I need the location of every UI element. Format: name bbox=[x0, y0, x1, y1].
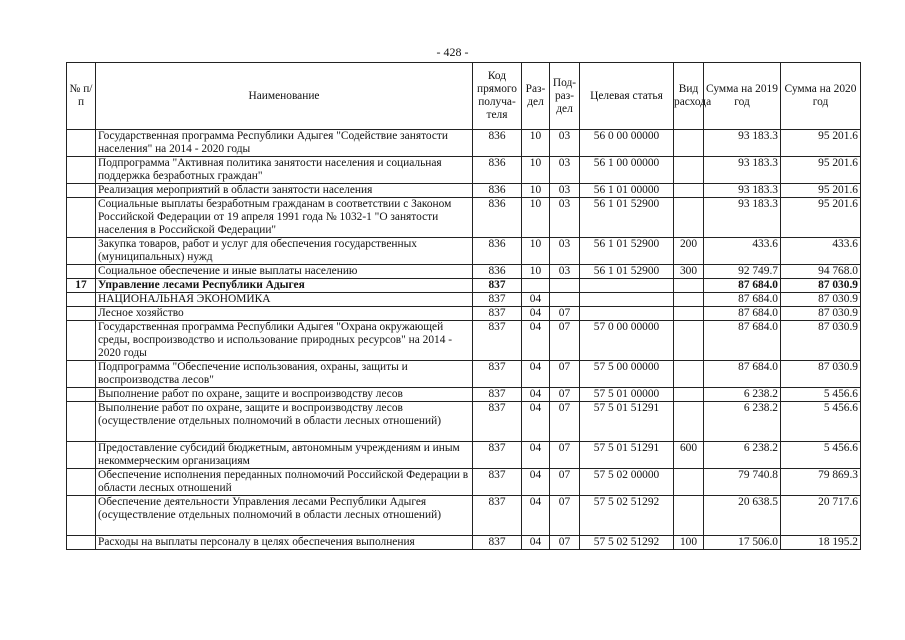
header-expense-type: Вид расхода bbox=[674, 63, 704, 130]
row-name: Лесное хозяйство bbox=[96, 307, 473, 321]
row-expense-type bbox=[674, 293, 704, 307]
row-num bbox=[67, 293, 96, 307]
row-sum-2019: 87 684.0 bbox=[704, 307, 781, 321]
row-sum-2019: 93 183.3 bbox=[704, 130, 781, 157]
page-number: - 428 - bbox=[436, 45, 469, 59]
row-section: 10 bbox=[522, 198, 550, 238]
row-article: 56 1 00 00000 bbox=[580, 157, 674, 184]
row-subsection: 03 bbox=[550, 265, 580, 279]
table-row bbox=[67, 307, 861, 321]
header-sum-2019: Сумма на 2019 год bbox=[704, 63, 781, 130]
row-expense-type: 300 bbox=[674, 265, 704, 279]
table-row bbox=[67, 388, 861, 402]
row-code: 837 bbox=[473, 442, 522, 469]
header-article: Целевая статья bbox=[580, 63, 674, 130]
row-name: Предоставление субсидий бюджетным, автономным учреждениям и иным некоммерческим организациям bbox=[96, 442, 473, 469]
row-subsection bbox=[550, 293, 580, 307]
row-name: Подпрограмма "Обеспечение использования, охраны, защиты и воспроизводства лесов" bbox=[96, 361, 473, 388]
row-name: Управление лесами Республики Адыгея bbox=[96, 279, 473, 293]
row-section: 10 bbox=[522, 130, 550, 157]
row-code: 836 bbox=[473, 184, 522, 198]
row-name: Обеспечение деятельности Управления лесами Республики Адыгея (осуществление отдельных полномочий в области лесных отношений) bbox=[96, 496, 473, 536]
row-name: Закупка товаров, работ и услуг для обеспечения государственных (муниципальных) нужд bbox=[96, 238, 473, 265]
row-code: 837 bbox=[473, 402, 522, 442]
row-code: 837 bbox=[473, 361, 522, 388]
row-article: 57 5 02 00000 bbox=[580, 469, 674, 496]
row-sum-2019: 87 684.0 bbox=[704, 279, 781, 293]
row-expense-type bbox=[674, 469, 704, 496]
table-row bbox=[67, 238, 861, 265]
row-article: 57 5 02 51292 bbox=[580, 536, 674, 550]
row-code: 837 bbox=[473, 307, 522, 321]
row-section: 04 bbox=[522, 496, 550, 536]
row-sum-2019: 17 506.0 bbox=[704, 536, 781, 550]
row-expense-type bbox=[674, 198, 704, 238]
row-article: 57 0 00 00000 bbox=[580, 321, 674, 361]
row-expense-type: 100 bbox=[674, 536, 704, 550]
row-sum-2020: 5 456.6 bbox=[781, 402, 861, 442]
row-section: 10 bbox=[522, 157, 550, 184]
row-num bbox=[67, 402, 96, 442]
table-row bbox=[67, 265, 861, 279]
row-article: 57 5 01 51291 bbox=[580, 402, 674, 442]
row-num bbox=[67, 388, 96, 402]
row-name: Государственная программа Республики Адыгея "Охрана окружающей среды, воспроизводство и использование природных ресурсов" на 2014 - 2020 годы bbox=[96, 321, 473, 361]
row-article bbox=[580, 293, 674, 307]
row-name: НАЦИОНАЛЬНАЯ ЭКОНОМИКА bbox=[96, 293, 473, 307]
row-subsection: 07 bbox=[550, 442, 580, 469]
row-subsection: 03 bbox=[550, 184, 580, 198]
row-subsection: 03 bbox=[550, 157, 580, 184]
table-row bbox=[67, 361, 861, 388]
row-section: 10 bbox=[522, 265, 550, 279]
table-body bbox=[67, 130, 861, 550]
table-row bbox=[67, 130, 861, 157]
row-article: 57 5 01 00000 bbox=[580, 388, 674, 402]
row-section: 04 bbox=[522, 536, 550, 550]
row-section: 04 bbox=[522, 321, 550, 361]
row-section: 04 bbox=[522, 402, 550, 442]
row-sum-2019: 79 740.8 bbox=[704, 469, 781, 496]
row-article: 56 1 01 52900 bbox=[580, 198, 674, 238]
row-sum-2019: 87 684.0 bbox=[704, 361, 781, 388]
row-name: Подпрограмма "Активная политика занятости населения и социальная поддержка безработных граждан" bbox=[96, 157, 473, 184]
row-code: 836 bbox=[473, 130, 522, 157]
row-subsection: 07 bbox=[550, 469, 580, 496]
row-expense-type bbox=[674, 307, 704, 321]
row-expense-type: 600 bbox=[674, 442, 704, 469]
header-num: № п/п bbox=[67, 63, 96, 130]
row-sum-2020: 18 195.2 bbox=[781, 536, 861, 550]
row-sum-2020: 87 030.9 bbox=[781, 293, 861, 307]
row-sum-2020: 95 201.6 bbox=[781, 130, 861, 157]
row-subsection: 07 bbox=[550, 496, 580, 536]
row-expense-type bbox=[674, 157, 704, 184]
row-section: 04 bbox=[522, 361, 550, 388]
row-section: 04 bbox=[522, 307, 550, 321]
row-sum-2019: 20 638.5 bbox=[704, 496, 781, 536]
row-code: 837 bbox=[473, 279, 522, 293]
row-expense-type bbox=[674, 184, 704, 198]
table-row bbox=[67, 442, 861, 469]
row-code: 837 bbox=[473, 536, 522, 550]
row-article bbox=[580, 279, 674, 293]
table-row bbox=[67, 198, 861, 238]
row-code: 836 bbox=[473, 238, 522, 265]
row-sum-2019: 6 238.2 bbox=[704, 388, 781, 402]
row-name: Государственная программа Республики Адыгея "Содействие занятости населения" на 2014 - 2020 годы bbox=[96, 130, 473, 157]
row-code: 837 bbox=[473, 388, 522, 402]
row-section: 04 bbox=[522, 442, 550, 469]
row-section: 04 bbox=[522, 469, 550, 496]
table-row bbox=[67, 279, 861, 293]
row-sum-2019: 93 183.3 bbox=[704, 157, 781, 184]
row-expense-type bbox=[674, 361, 704, 388]
row-sum-2019: 92 749.7 bbox=[704, 265, 781, 279]
row-sum-2020: 5 456.6 bbox=[781, 388, 861, 402]
row-sum-2019: 93 183.3 bbox=[704, 198, 781, 238]
row-code: 837 bbox=[473, 469, 522, 496]
row-name: Социальное обеспечение и иные выплаты населению bbox=[96, 265, 473, 279]
row-code: 836 bbox=[473, 157, 522, 184]
row-sum-2020: 87 030.9 bbox=[781, 307, 861, 321]
row-expense-type bbox=[674, 496, 704, 536]
row-num: 17 bbox=[67, 279, 96, 293]
row-article: 56 1 01 52900 bbox=[580, 265, 674, 279]
row-subsection: 03 bbox=[550, 198, 580, 238]
row-section: 04 bbox=[522, 293, 550, 307]
row-section: 10 bbox=[522, 184, 550, 198]
row-name: Расходы на выплаты персоналу в целях обеспечения выполнения bbox=[96, 536, 473, 550]
row-expense-type bbox=[674, 130, 704, 157]
row-num bbox=[67, 307, 96, 321]
row-subsection: 07 bbox=[550, 402, 580, 442]
row-article bbox=[580, 307, 674, 321]
row-expense-type bbox=[674, 279, 704, 293]
row-num bbox=[67, 265, 96, 279]
table-row bbox=[67, 184, 861, 198]
row-article: 56 0 00 00000 bbox=[580, 130, 674, 157]
row-num bbox=[67, 130, 96, 157]
row-num bbox=[67, 361, 96, 388]
row-sum-2020: 20 717.6 bbox=[781, 496, 861, 536]
row-article: 56 1 01 52900 bbox=[580, 238, 674, 265]
row-article: 56 1 01 00000 bbox=[580, 184, 674, 198]
row-num bbox=[67, 198, 96, 238]
row-name: Выполнение работ по охране, защите и воспроизводству лесов bbox=[96, 388, 473, 402]
row-sum-2020: 87 030.9 bbox=[781, 361, 861, 388]
row-num bbox=[67, 184, 96, 198]
row-subsection: 07 bbox=[550, 321, 580, 361]
table-row bbox=[67, 402, 861, 442]
row-num bbox=[67, 157, 96, 184]
row-name: Реализация мероприятий в области занятости населения bbox=[96, 184, 473, 198]
row-sum-2020: 79 869.3 bbox=[781, 469, 861, 496]
row-code: 836 bbox=[473, 198, 522, 238]
row-sum-2020: 433.6 bbox=[781, 238, 861, 265]
row-num bbox=[67, 238, 96, 265]
row-num bbox=[67, 442, 96, 469]
row-name: Социальные выплаты безработным гражданам в соответствии с Законом Российской Федерации от 19 апреля 1991 года № 1032-1 "О занятости населения в Российской Федерации" bbox=[96, 198, 473, 238]
header-section: Раз-дел bbox=[522, 63, 550, 130]
row-subsection: 07 bbox=[550, 536, 580, 550]
row-name: Выполнение работ по охране, защите и воспроизводству лесов (осуществление отдельных полномочий в области лесных отношений) bbox=[96, 402, 473, 442]
row-expense-type bbox=[674, 321, 704, 361]
row-subsection: 07 bbox=[550, 388, 580, 402]
row-section bbox=[522, 279, 550, 293]
table-header bbox=[67, 63, 861, 130]
row-sum-2019: 93 183.3 bbox=[704, 184, 781, 198]
row-sum-2020: 5 456.6 bbox=[781, 442, 861, 469]
row-subsection bbox=[550, 279, 580, 293]
row-section: 10 bbox=[522, 238, 550, 265]
row-subsection: 07 bbox=[550, 361, 580, 388]
row-article: 57 5 02 51292 bbox=[580, 496, 674, 536]
row-sum-2019: 87 684.0 bbox=[704, 293, 781, 307]
row-sum-2020: 95 201.6 bbox=[781, 198, 861, 238]
table-row bbox=[67, 469, 861, 496]
row-sum-2020: 87 030.9 bbox=[781, 279, 861, 293]
row-sum-2019: 87 684.0 bbox=[704, 321, 781, 361]
row-section: 04 bbox=[522, 388, 550, 402]
row-sum-2020: 95 201.6 bbox=[781, 184, 861, 198]
row-sum-2019: 6 238.2 bbox=[704, 402, 781, 442]
row-num bbox=[67, 321, 96, 361]
row-name: Обеспечение исполнения переданных полномочий Российской Федерации в области лесных отношений bbox=[96, 469, 473, 496]
row-subsection: 07 bbox=[550, 307, 580, 321]
header-code: Код прямого получа-теля bbox=[473, 63, 522, 130]
table-row bbox=[67, 293, 861, 307]
budget-table bbox=[66, 62, 861, 550]
row-expense-type: 200 bbox=[674, 238, 704, 265]
row-code: 837 bbox=[473, 293, 522, 307]
row-sum-2019: 6 238.2 bbox=[704, 442, 781, 469]
row-num bbox=[67, 496, 96, 536]
table-row bbox=[67, 321, 861, 361]
table-row bbox=[67, 157, 861, 184]
header-subsection: Под-раз-дел bbox=[550, 63, 580, 130]
header-name: Наименование bbox=[96, 63, 473, 130]
row-sum-2019: 433.6 bbox=[704, 238, 781, 265]
row-sum-2020: 94 768.0 bbox=[781, 265, 861, 279]
row-num bbox=[67, 469, 96, 496]
row-subsection: 03 bbox=[550, 238, 580, 265]
row-article: 57 5 00 00000 bbox=[580, 361, 674, 388]
header-sum-2020: Сумма на 2020 год bbox=[781, 63, 861, 130]
row-code: 837 bbox=[473, 321, 522, 361]
row-code: 836 bbox=[473, 265, 522, 279]
row-sum-2020: 95 201.6 bbox=[781, 157, 861, 184]
row-subsection: 03 bbox=[550, 130, 580, 157]
row-sum-2020: 87 030.9 bbox=[781, 321, 861, 361]
row-num bbox=[67, 536, 96, 550]
table-row bbox=[67, 536, 861, 550]
row-code: 837 bbox=[473, 496, 522, 536]
table-row bbox=[67, 496, 861, 536]
row-article: 57 5 01 51291 bbox=[580, 442, 674, 469]
row-expense-type bbox=[674, 388, 704, 402]
row-expense-type bbox=[674, 402, 704, 442]
